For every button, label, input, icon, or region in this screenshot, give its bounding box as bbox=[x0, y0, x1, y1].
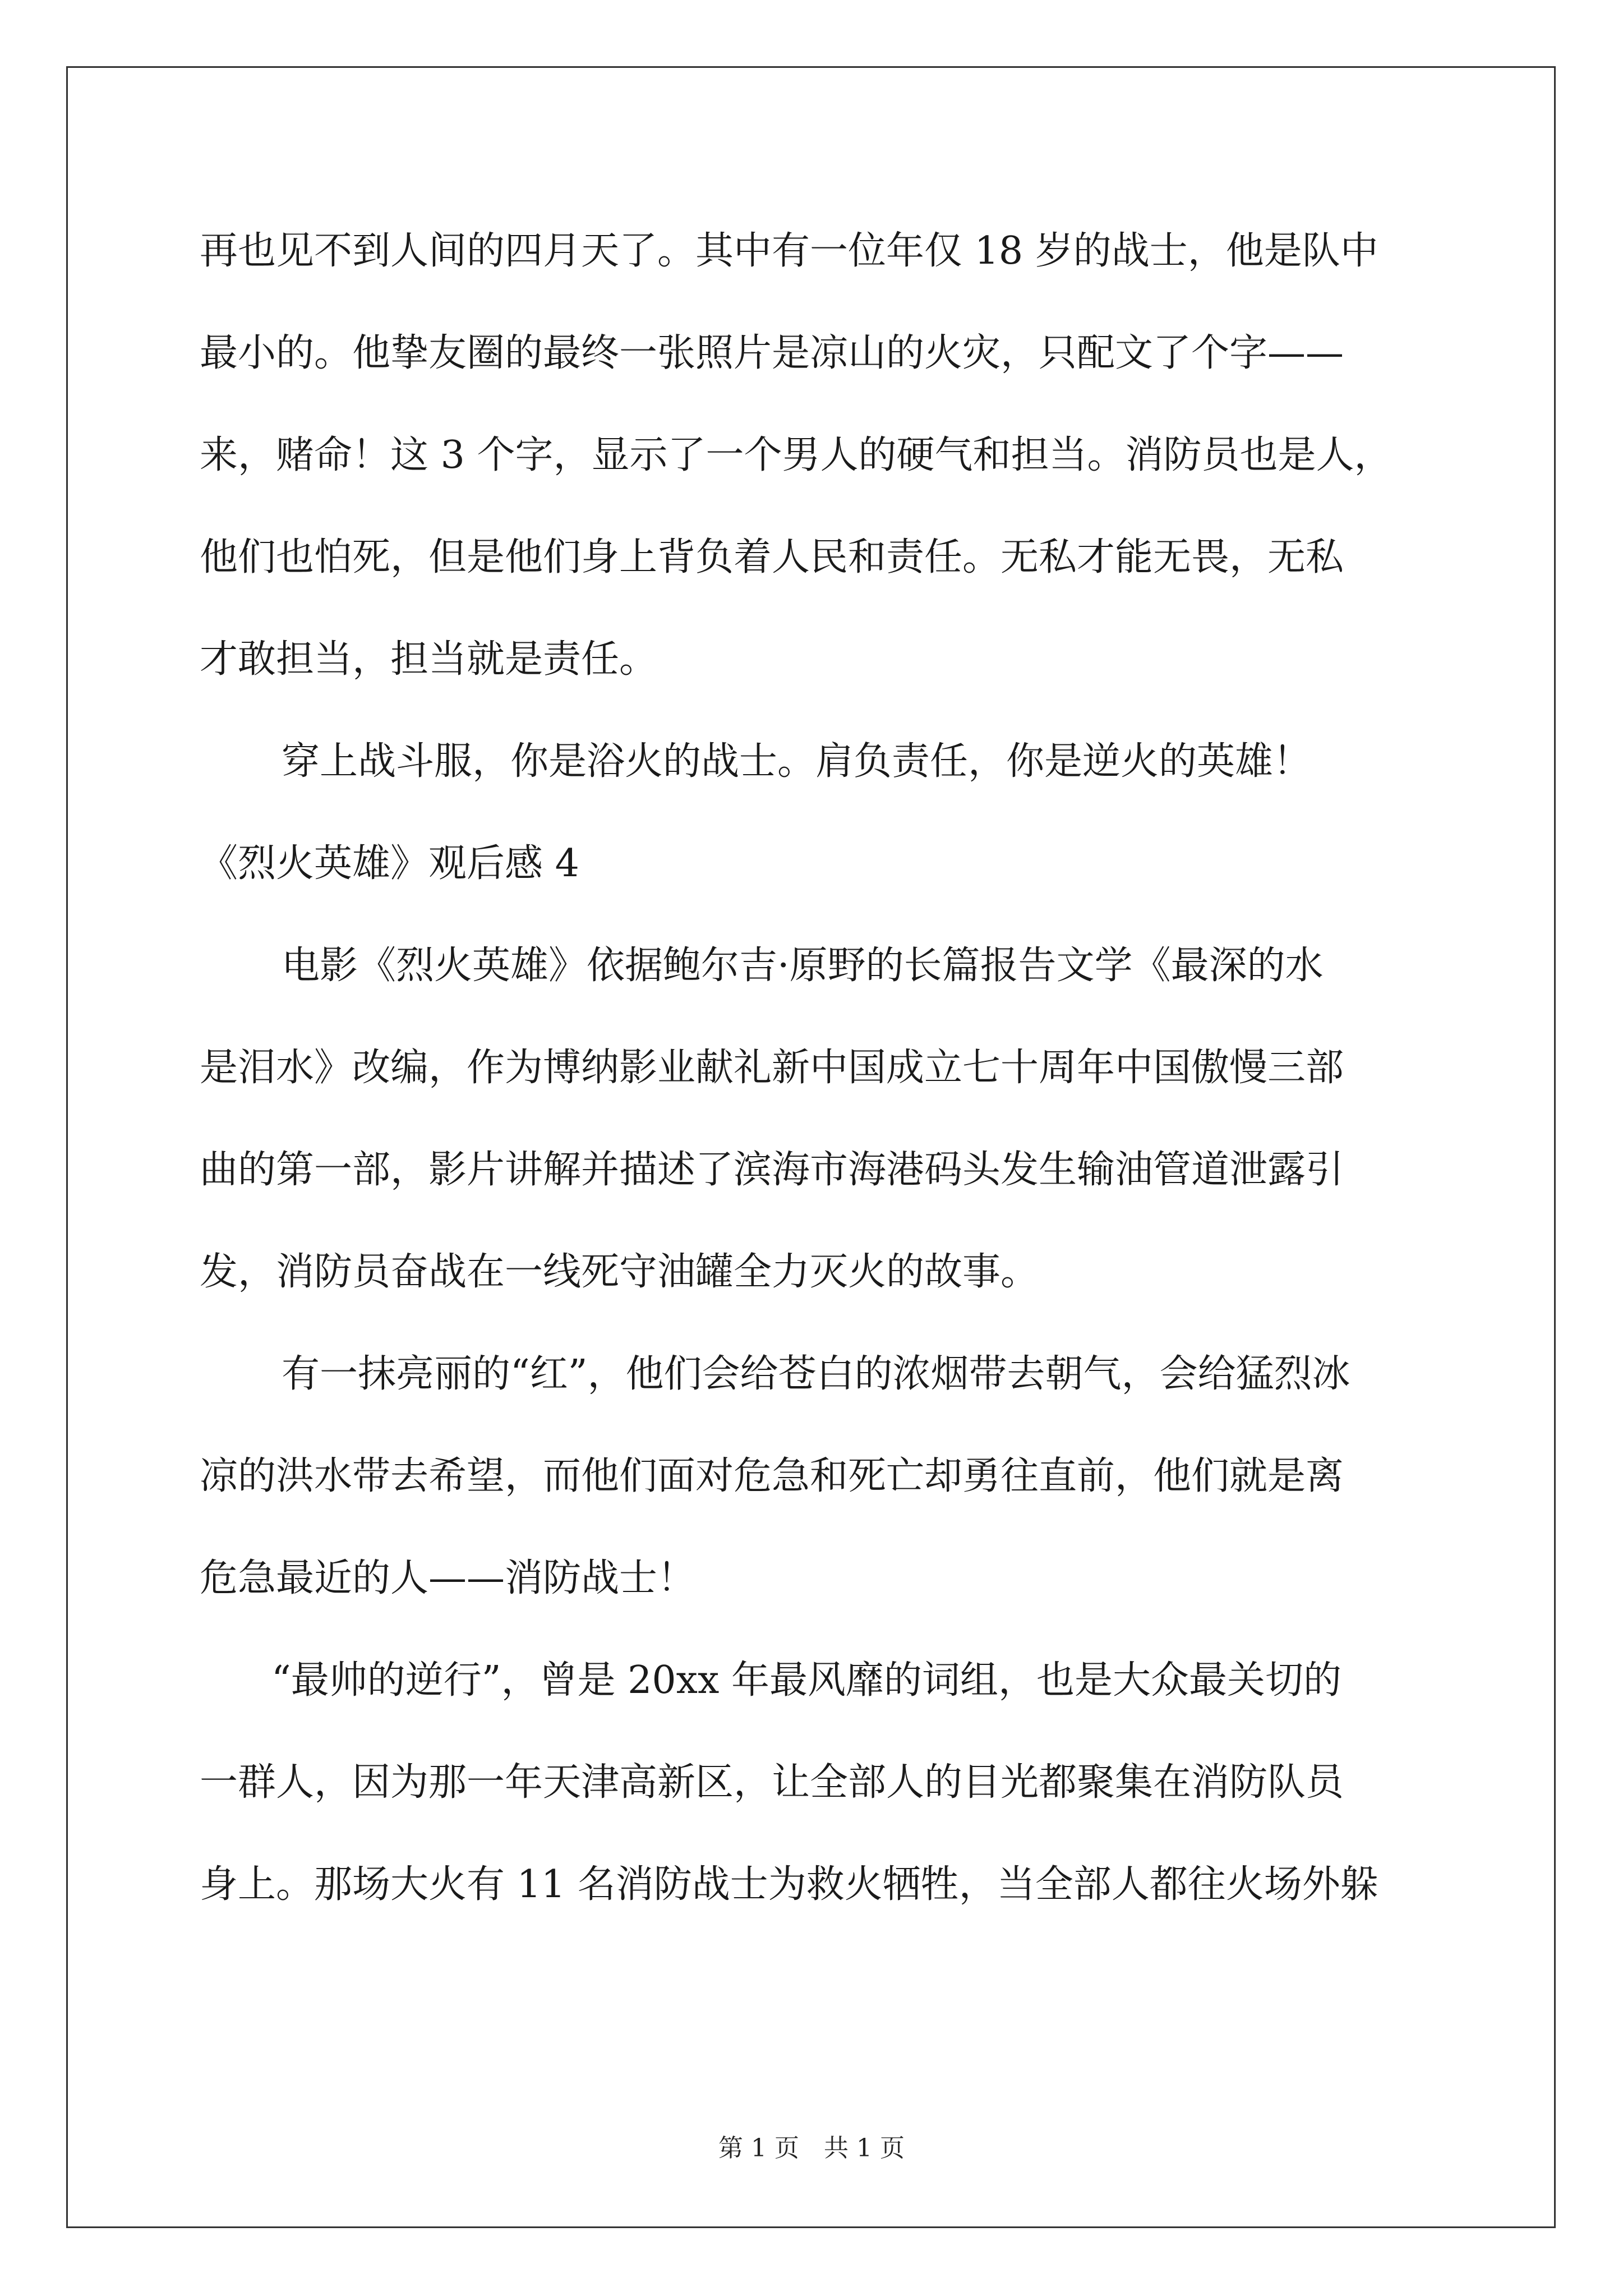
text-line-17: 身上。那场大火有 11 名消防战士为救火牺牲，当全部人都往火场外躲 bbox=[200, 1862, 1378, 1907]
text-line-5: 才敢担当，担当就是责任。 bbox=[200, 637, 658, 682]
page-number-footer: 第 1 页 共 1 页 bbox=[718, 2134, 905, 2162]
text-line-3: 来，赌命！这 3 个字，显示了一个男人的硬气和担当。消防员也是人， bbox=[200, 433, 1393, 477]
text-line-4: 他们也怕死，但是他们身上背负着人民和责任。无私才能无畏，无私 bbox=[200, 535, 1344, 579]
text-line-16: 一群人，因为那一年天津高新区，让全部人的目光都聚集在消防队员 bbox=[200, 1760, 1344, 1805]
text-line-8: 电影《烈火英雄》依据鲍尔吉·原野的长篇报告文学《最深的水 bbox=[282, 944, 1324, 988]
text-line-6: 穿上战斗服，你是浴火的战士。肩负责任，你是逆火的英雄！ bbox=[282, 739, 1312, 784]
text-line-1: 再也见不到人间的四月天了。其中有一位年仅 18 岁的战士，他是队中 bbox=[200, 229, 1378, 273]
document-body bbox=[200, 221, 1433, 1957]
text-line-10: 曲的第一部，影片讲解并描述了滨海市海港码头发生输油管道泄露引 bbox=[200, 1148, 1344, 1192]
section-heading: 《烈火英雄》观后感 4 bbox=[200, 841, 579, 886]
text-line-2: 最小的。他挚友圈的最终一张照片是凉山的火灾，只配文了个字—— bbox=[200, 331, 1344, 375]
text-line-12: 有一抹亮丽的“红”，他们会给苍白的浓烟带去朝气，会给猛烈冰 bbox=[282, 1352, 1350, 1396]
text-line-13: 凉的洪水带去希望，而他们面对危急和死亡却勇往直前，他们就是离 bbox=[200, 1454, 1344, 1498]
text-line-14: 危急最近的人——消防战士！ bbox=[200, 1556, 696, 1600]
text-line-11: 发，消防员奋战在一线死守油罐全力灭火的故事。 bbox=[200, 1250, 1039, 1294]
text-line-9: 是泪水》改编，作为博纳影业献礼新中国成立七十周年中国傲慢三部 bbox=[200, 1046, 1344, 1090]
text-line-15: “最帅的逆行”，曾是 20xx 年最风靡的词组，也是大众最关切的 bbox=[271, 1658, 1341, 1703]
